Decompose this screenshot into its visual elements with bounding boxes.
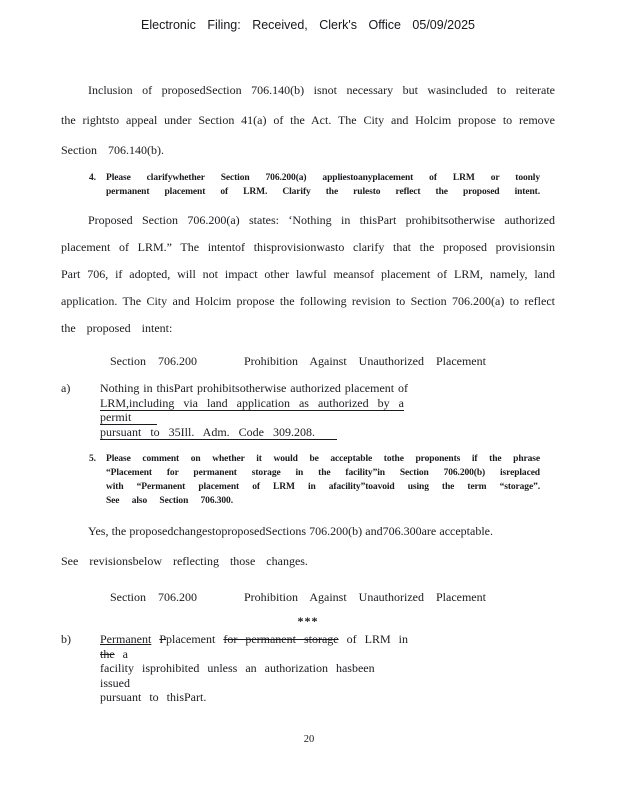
subsection-label: a) <box>61 381 71 395</box>
paragraph-line: Yes, the proposedchangestoproposedSections 706.200(b) and706.300are acceptable. <box>88 524 493 538</box>
section-title: Prohibition Against Unauthorized Placement <box>244 590 486 604</box>
inserted-text: a <box>122 646 128 661</box>
item-line: “Placement for permanent storage in the facility”in Section 706.200(b) isreplaced <box>106 468 540 478</box>
item-line: permanent placement of LRM. Clarify the rulesto reflect the proposed intent. <box>106 187 540 197</box>
question-item-4 <box>89 171 540 199</box>
item-line: Please comment on whether it would be acceptable tothe proponents if the phrase <box>106 454 540 464</box>
subsection-b <box>61 632 555 705</box>
subsection-label: b) <box>61 632 71 646</box>
paragraph-section-706-140 <box>61 75 555 165</box>
paragraph-line: Proposed Section 706.200(a) states: ‘Nothing in thisPart prohibitsotherwise authorized <box>88 213 555 227</box>
item-line: See also Section 706.300. <box>106 496 233 506</box>
paragraph-line: application. The City and Holcim propose the following revision to Section 706.200(a) to reflect <box>61 294 555 308</box>
subsection-line <box>100 396 408 425</box>
inserted-text: pursuant to 35Ill. Adm. Code 309.208. <box>100 425 337 440</box>
subsection-text <box>100 632 408 705</box>
paragraph-line: the rightsto appeal under Section 41(a) of the Act. The City and Holcim propose to remove <box>61 113 555 127</box>
item-line: with “Permanent placement of LRM in afacility”toavoid using the term “storage”. <box>106 482 540 492</box>
subsection-text <box>100 381 408 439</box>
deleted-text: for permanent storage <box>223 632 339 646</box>
paragraph-line: the proposed intent: <box>61 321 173 335</box>
subsection-line <box>100 425 408 440</box>
paragraph-line: See revisionsbelow reflecting those changes. <box>61 554 308 568</box>
paragraph-line: Inclusion of proposedSection 706.140(b) isnot necessary but wasincluded to reiterate <box>88 83 555 97</box>
item-number: 5. <box>89 454 96 464</box>
subsection-line: facility isprohibited unless an authorization hasbeen issued <box>100 661 375 690</box>
filing-stamp: Electronic Filing: Received, Clerk's Office 05/09/2025 <box>141 18 475 32</box>
item-number: 4. <box>89 173 96 183</box>
subsection-a <box>61 381 555 439</box>
subsection-line: Nothing in thisPart prohibitsotherwise authorized placement of <box>100 381 408 395</box>
deleted-text: P <box>159 632 167 646</box>
page-number: 20 <box>303 734 315 745</box>
paragraph-section-706-200a <box>61 207 555 342</box>
item-text <box>106 452 540 508</box>
paragraph-line: Section 706.140(b). <box>61 143 164 157</box>
item-line: Please clarifywhether Section 706.200(a) appliestoanyplacement of LRM or toonly <box>106 173 540 183</box>
section-title: Prohibition Against Unauthorized Placement <box>244 354 486 368</box>
deleted-text: the <box>100 646 115 661</box>
paragraph-line: placement of LRM.” The intentof thisprovisionwasto clarify that the proposed provisionsin <box>61 240 555 254</box>
inserted-text: Permanent <box>100 632 152 646</box>
question-item-5 <box>89 452 540 508</box>
section-heading-706-200 <box>110 590 555 605</box>
paragraph-answer <box>61 516 555 576</box>
plain-text: placement <box>166 632 216 646</box>
section-heading-706-200 <box>110 354 555 369</box>
paragraph-line: Part 706, if adopted, will not impact other lawful meansof placement of LRM, namely, land <box>61 267 555 281</box>
subsection-line: pursuant to thisPart. <box>100 690 207 704</box>
item-text <box>106 171 540 199</box>
inserted-text: LRM,including via land application as authorized by a permit <box>100 395 404 424</box>
plain-text: of LRM in <box>346 632 408 646</box>
subsection-line-redline <box>100 632 408 661</box>
section-number: Section 706.200 <box>110 590 197 604</box>
asterisk-separator: *** <box>297 614 319 628</box>
section-number: Section 706.200 <box>110 354 197 368</box>
